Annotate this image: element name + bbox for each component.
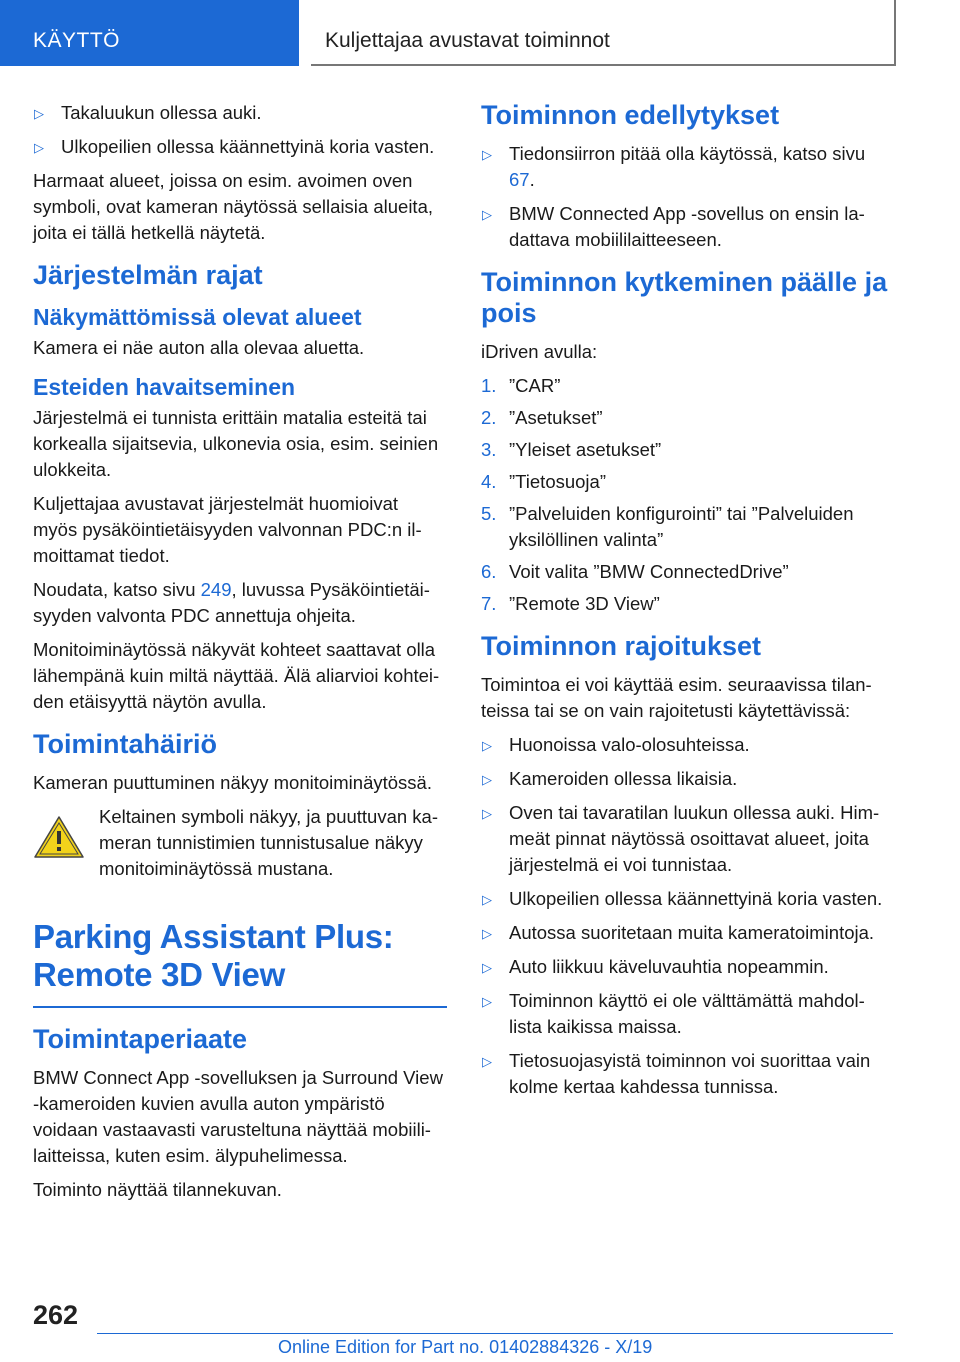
list-item: ▷ Toiminnon käyttö ei ole välttämättä mahdol‐lista kaikissa maissa. bbox=[482, 990, 865, 1037]
bullet-triangle-icon: ▷ bbox=[482, 892, 492, 907]
paragraph: Kuljettajaa avustavat järjestelmät huomioivat myös pysäköintietäisyyden valvonnan PDC:n il‐moittamat tiedot. bbox=[33, 493, 422, 566]
bullet-triangle-icon: ▷ bbox=[482, 207, 492, 222]
paragraph: Monitoiminäytössä näkyvät kohteet saattavat olla lähempänä kuin miltä näyttää. Älä aliarvioi kohtei‐den etäisyyttä näytön avulla. bbox=[33, 639, 440, 712]
list-item: ▷ BMW Connected App -sovellus on ensin la‐dattava mobiililaitteeseen. bbox=[482, 203, 865, 250]
heading-switch-on-off: Toiminnon kytkeminen päälle ja pois bbox=[481, 267, 888, 328]
heading-invisible-areas: Näkymättömissä olevat alueet bbox=[33, 304, 362, 330]
list-item: ▷ Auto liikkuu käveluvauhtia nopeammin. bbox=[481, 954, 893, 980]
edition-footer: Online Edition for Part no. 01402884326 - X/19 bbox=[278, 1337, 653, 1357]
paragraph: Järjestelmä ei tunnista erittäin matalia esteitä tai korkealla sijaitsevia, ulkonevia osia, esim. seinien ulokkeita. bbox=[33, 407, 439, 480]
paragraph: Toimintoa ei voi käyttää esim. seuraavissa tilan‐teissa tai se on vain rajoitetusti käytettävissä: bbox=[481, 674, 872, 721]
bullet-triangle-icon: ▷ bbox=[482, 960, 492, 975]
paragraph: Kamera ei näe auton alla olevaa aluetta. bbox=[33, 337, 365, 358]
list-item: ▷ Autossa suoritetaan muita kameratoimintoja. bbox=[481, 920, 893, 946]
paragraph: Toiminto näyttää tilannekuvan. bbox=[33, 1179, 282, 1200]
bullet-triangle-icon: ▷ bbox=[34, 106, 44, 121]
list-item: 1. ”CAR” bbox=[481, 375, 561, 396]
list-item: 7. ”Remote 3D View” bbox=[481, 593, 660, 614]
paragraph: BMW Connect App -sovelluksen ja Surround View -kameroiden kuvien avulla auton ympäristö voidaan vastaavasti varusteltuna näyttää mobiili‐laitteissa, kuten esim. älypuhelimessa. bbox=[33, 1067, 443, 1166]
page-link-249[interactable]: 249 bbox=[200, 579, 232, 600]
list-item: 2. ”Asetukset” bbox=[481, 407, 603, 428]
bullet-triangle-icon: ▷ bbox=[482, 147, 492, 162]
list-item: ▷ Ulkopeilien ollessa käännettyinä koria vasten. bbox=[481, 886, 893, 912]
list-item: ▷ Takaluukun ollessa auki. bbox=[33, 100, 447, 126]
page-number: 262 bbox=[33, 1300, 79, 1330]
list-item: 5. ”Palveluiden konfigurointi” tai ”Palveluiden yksilöllinen valinta” bbox=[481, 503, 854, 550]
bullet-triangle-icon: ▷ bbox=[482, 926, 492, 941]
paragraph: iDriven avulla: bbox=[481, 341, 598, 362]
heading-operating-principle: Toimintaperiaate bbox=[33, 1024, 248, 1054]
list-item: ▷ Huonoissa valo-olosuhteissa. bbox=[481, 732, 893, 758]
bullet-triangle-icon: ▷ bbox=[482, 738, 492, 753]
warning-note bbox=[33, 804, 447, 882]
list-item: ▷ Tiedonsiirron pitää olla käytössä, katso sivu 67. bbox=[482, 143, 866, 190]
footer-divider bbox=[97, 1333, 893, 1334]
prerequisites-list bbox=[481, 141, 893, 253]
heading-malfunction: Toimintahäiriö bbox=[33, 729, 218, 759]
bullet-triangle-icon: ▷ bbox=[482, 806, 492, 821]
left-column bbox=[33, 100, 447, 1211]
heading-system-limits: Järjestelmän rajat bbox=[33, 260, 263, 290]
list-item: 3. ”Yleiset asetukset” bbox=[481, 439, 662, 460]
warning-text: Keltainen symboli näkyy, ja puuttuvan ka‐meran tunnistimien tunnistusalue näkyy monitoiminäytössä mustana. bbox=[99, 806, 439, 879]
list-item: ▷ Tietosuojasyistä toiminnon voi suorittaa vain kolme kertaa kahdessa tunnissa. bbox=[482, 1050, 871, 1097]
bullet-triangle-icon: ▷ bbox=[34, 140, 44, 155]
list-item: ▷ Kameroiden ollessa likaisia. bbox=[481, 766, 893, 792]
steps-list bbox=[481, 373, 893, 617]
chapter-heading: Parking Assistant Plus: Remote 3D View bbox=[33, 918, 394, 993]
paragraph: Noudata, katso sivu 249, luvussa Pysäköintietäi‐syyden valvonta PDC annettuja ohjeita. bbox=[33, 579, 430, 626]
bullet-triangle-icon: ▷ bbox=[482, 1054, 492, 1069]
bullet-triangle-icon: ▷ bbox=[482, 994, 492, 1009]
heading-divider bbox=[33, 1006, 447, 1008]
intro-bullet-list bbox=[33, 100, 447, 160]
chapter-title: Kuljettajaa avustavat toiminnot bbox=[311, 0, 896, 66]
list-item: 4. ”Tietosuoja” bbox=[481, 471, 606, 492]
limitations-list bbox=[481, 732, 893, 1100]
list-item: ▷ Ulkopeilien ollessa käännettyinä koria vasten. bbox=[33, 134, 447, 160]
heading-function-limits: Toiminnon rajoitukset bbox=[481, 631, 762, 661]
heading-obstacle-detection: Esteiden havaitseminen bbox=[33, 374, 296, 400]
page-link-67[interactable]: 67 bbox=[509, 169, 530, 190]
page-header bbox=[0, 0, 960, 66]
right-column bbox=[481, 100, 893, 1108]
list-item: 6. Voit valita ”BMW ConnectedDrive” bbox=[481, 561, 789, 582]
list-item: ▷ Oven tai tavaratilan luukun ollessa auki. Him‐meät pinnat näytössä osoittavat alueet, joita järjestelmä ei voi tunnistaa. bbox=[482, 802, 880, 875]
bullet-triangle-icon: ▷ bbox=[482, 772, 492, 787]
heading-prerequisites: Toiminnon edellytykset bbox=[481, 100, 780, 130]
section-tab: KÄYTTÖ bbox=[0, 0, 299, 66]
paragraph: Kameran puuttuminen näkyy monitoiminäytössä. bbox=[33, 772, 432, 793]
paragraph: Harmaat alueet, joissa on esim. avoimen oven symboli, ovat kameran näytössä sellaisia alueita, joita ei tällä hetkellä näytetä. bbox=[33, 170, 433, 243]
warning-triangle-icon bbox=[33, 814, 85, 860]
